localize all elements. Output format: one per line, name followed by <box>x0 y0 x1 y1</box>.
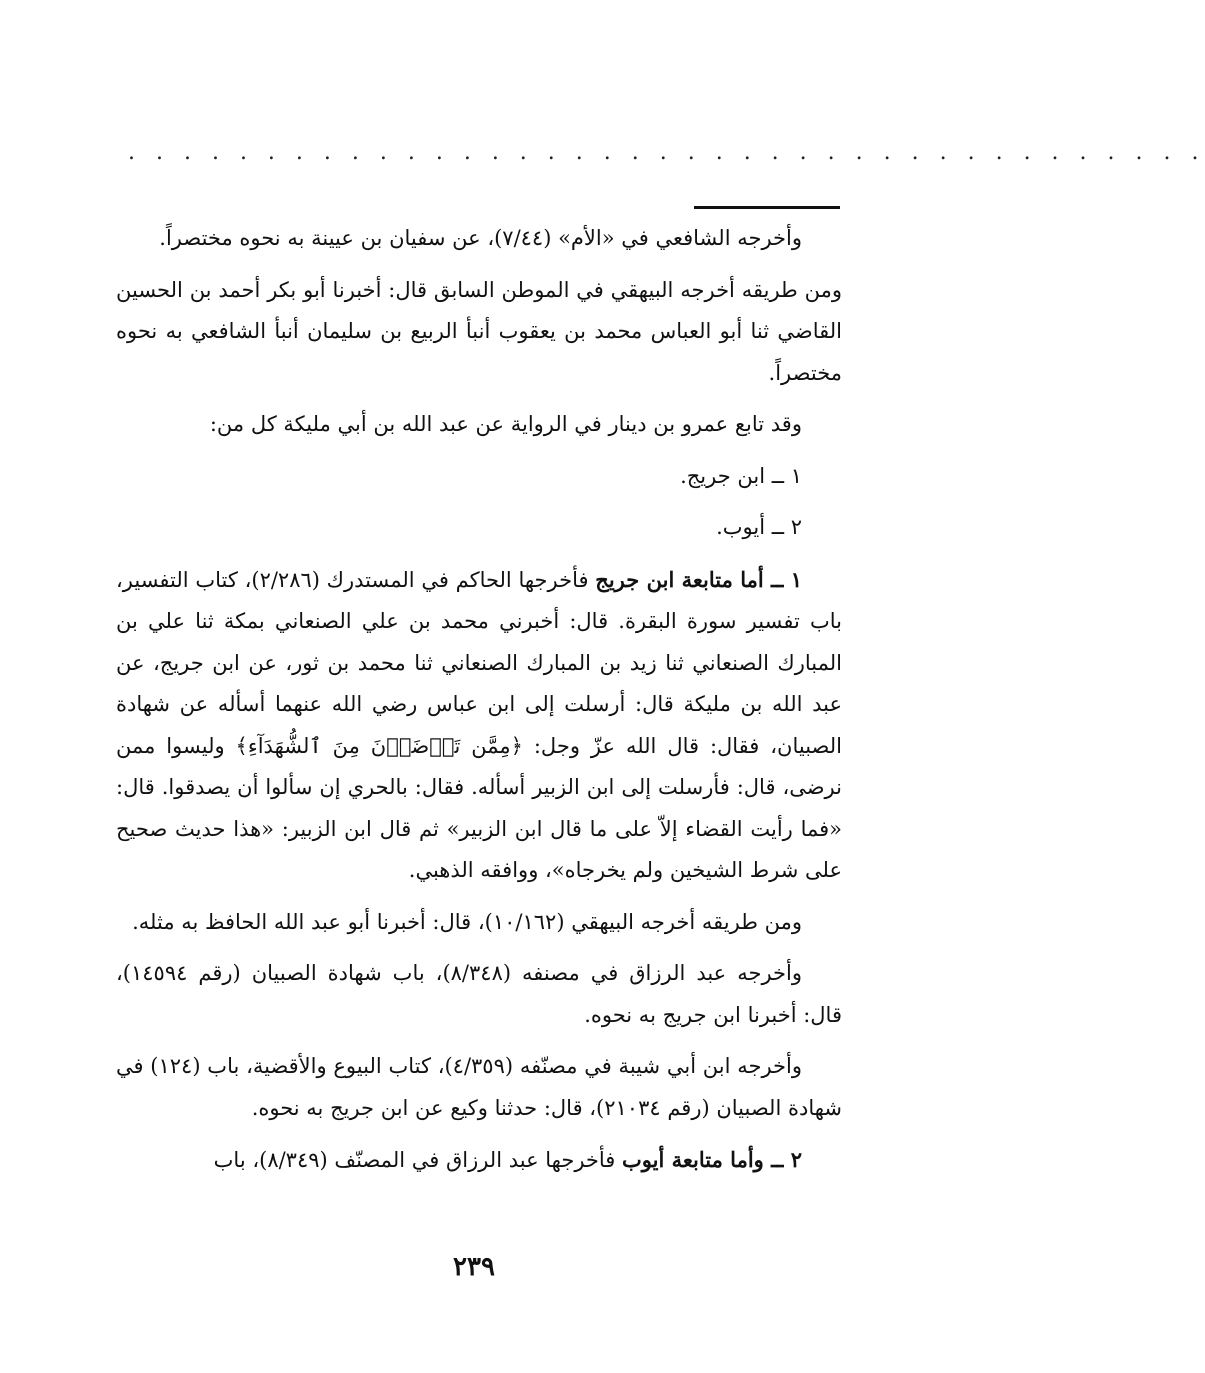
paragraph-ayyub-body: فأخرجها عبد الرزاق في المصنّف (٨/٣٤٩)، باب <box>213 1148 623 1172</box>
footnote-text <box>116 218 842 1192</box>
paragraph-ayyub-narration <box>116 1139 842 1182</box>
paragraph-ibn-abi-shayba: وأخرجه ابن أبي شيبة في مصنّفه (٤/٣٥٩)، كتاب البيوع والأقضية، باب (١٢٤) في شهادة الصبيان (رقم ٢١٠٣٤)، قال: حدثنا وكيع عن ابن جريج به نحوه. <box>116 1054 842 1120</box>
footnote-rule <box>694 206 840 209</box>
section-lead-ayyub: ٢ ــ وأما متابعة أيوب <box>622 1147 802 1172</box>
paragraph-followers-intro: وقد تابع عمرو بن دينار في الرواية عن عبد الله بن أبي مليكة كل من: <box>209 412 802 436</box>
paragraph-abd-al-razzaq: وأخرجه عبد الرزاق في مصنفه (٨/٣٤٨)، باب شهادة الصبيان (رقم ١٤٥٩٤)، قال: أخبرنا ابن جريج به نحوه. <box>116 961 842 1027</box>
separator-dots: . . . . . . . . . . . . . . . . . . . . . . . . . . . . . . . . . . . . . . . <box>128 140 1205 165</box>
list-item-ibn-jurayj: ١ ــ ابن جريج. <box>680 463 802 488</box>
paragraph-bayhaqi-ref: ومن طريقه أخرجه البيهقي (١٠/١٦٢)، قال: أخبرنا أبو عبد الله الحافظ به مثله. <box>132 909 802 934</box>
list-item-ayyub: ٢ ــ أيوب. <box>716 515 802 539</box>
paragraph-shafii: وأخرجه الشافعي في «الأم» (٧/٤٤)، عن سفيان بن عيينة به نحوه مختصراً. <box>159 226 802 250</box>
paragraph-ibn-jurayj-narration <box>116 559 842 892</box>
section-lead-ibn-jurayj: ١ ــ أما متابعة ابن جريج <box>595 566 803 592</box>
paragraph-bayhaqi-chain: ومن طريقه أخرجه البيهقي في الموطن السابق قال: أخبرنا أبو بكر أحمد بن الحسين القاضي ثنا أبو العباس محمد بن يعقوب أنبأ الربيع بن سليمان أنبأ الشافعي به نحوه مختصراً. <box>116 277 842 385</box>
paragraph-ibn-jurayj-body: فأخرجها الحاكم في المستدرك (٢/٢٨٦)، كتاب التفسير، باب تفسير سورة البقرة. قال: أخبرني محمد بن علي الصنعاني بمكة ثنا علي بن المبارك الصنعاني ثنا زيد بن المبارك الصنعاني ثنا محمد بن ثور، عن ابن جريج، عن عبد الله بن مليكة قال: أرسلت إلى ابن عباس رضي الله عنهما أسأله عن شهادة الصبيان، فقال: قال الله عزّ وجل: ﴿مِمَّن تَرۡضَوۡنَ مِنَ ٱلشُّهَدَآءِ﴾ وليسوا ممن نرضى، قال: فأرسلت إلى ابن الزبير أسأله. فقال: بالحري إن سألوا أن يصدقوا. قال: «فما رأيت القضاء إلاّ على ما قال ابن الزبير» ثم قال ابن الزبير: «هذا حديث صحيح على شرط الشيخين ولم يخرجاه»، ووافقه الذهبي. <box>116 567 842 882</box>
page-number: ٢٣٩ <box>453 1252 495 1282</box>
